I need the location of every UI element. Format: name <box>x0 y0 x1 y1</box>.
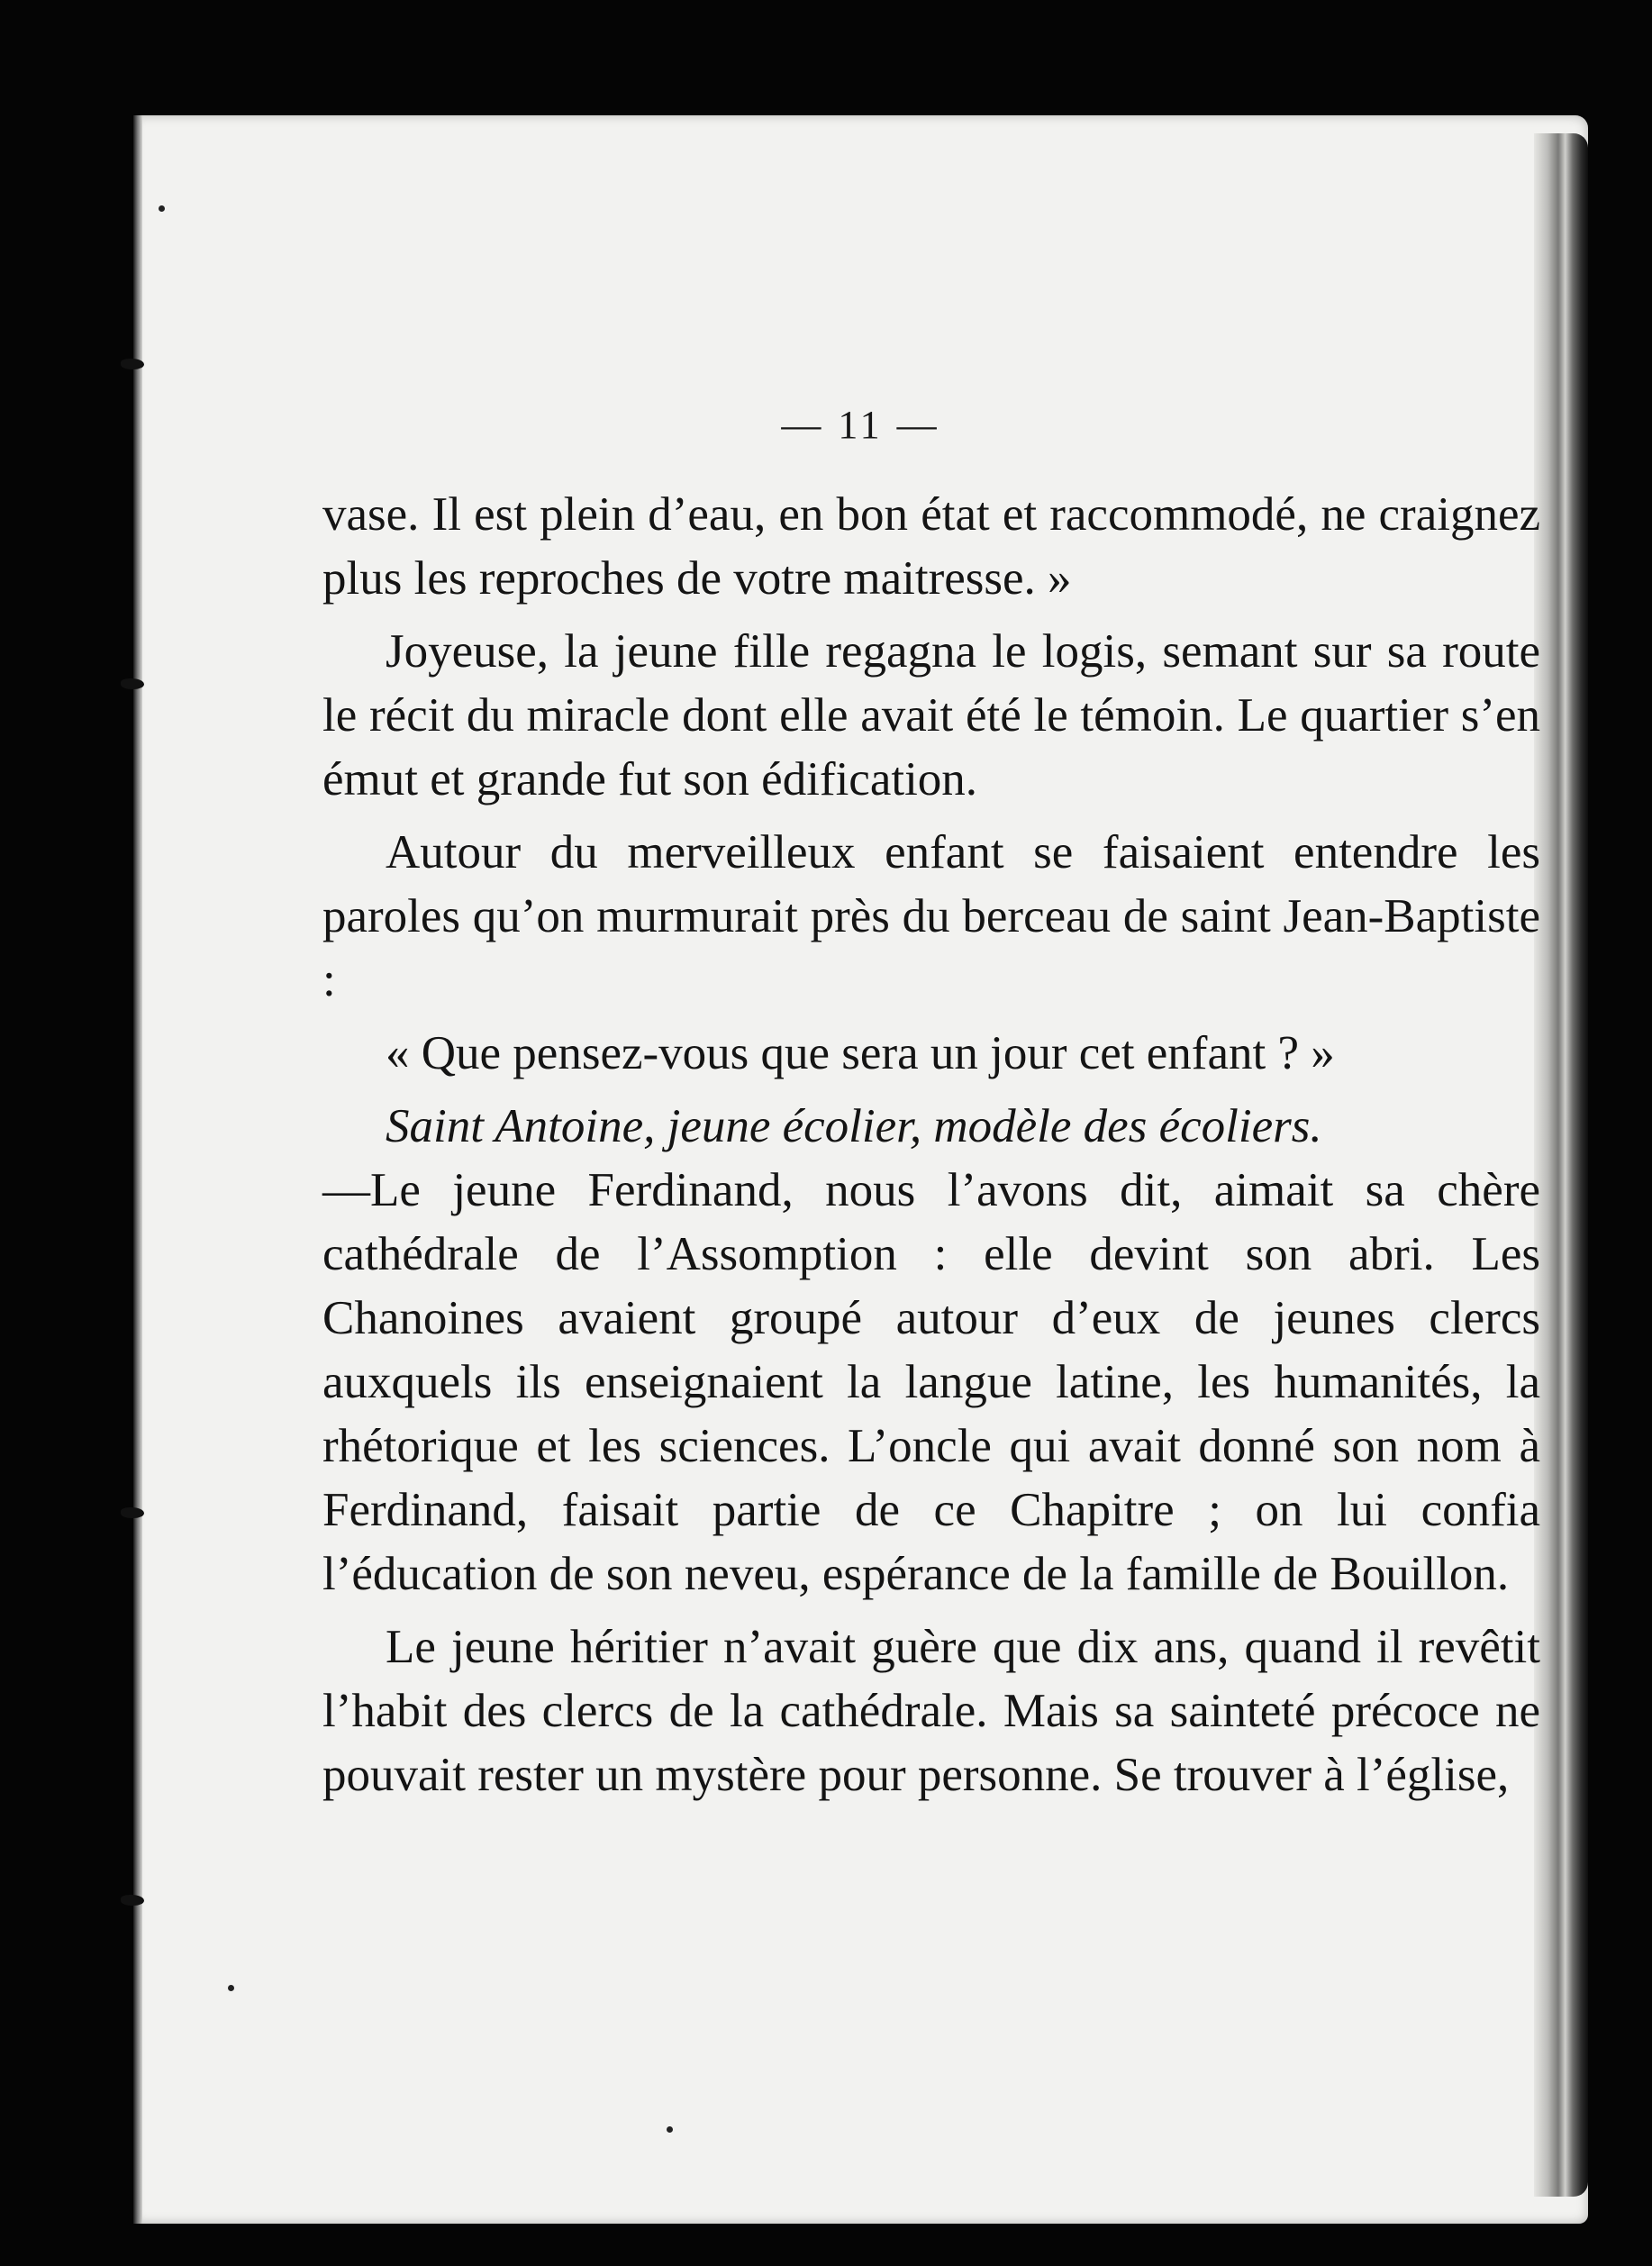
paragraph-2: Joyeuse, la jeune fille regagna le logis, semant sur sa route le récit du miracle dont elle avait été le témoin. Le quartier s’en émut et grande fut son édification. <box>322 625 1540 805</box>
binding-mark <box>121 678 144 689</box>
binding-mark <box>121 359 144 369</box>
binding-mark <box>121 1507 144 1518</box>
paragraph-1: vase. Il est plein d’eau, en bon état et raccommodé, ne craignez plus les reproches de votre maitresse. » <box>322 488 1540 605</box>
section-heading: Saint Antoine, jeune écolier, modèle des écoliers. <box>386 1100 1322 1152</box>
section-paragraph-1-text: —Le jeune Ferdinand, nous l’avons dit, aimait sa chère cathédrale de l’Assomption : elle devint son abri. Les Chanoines avaient groupé autour d’eux de jeunes clercs auxquels ils enseignaient la langue latine, les humanités, la rhétorique et les sciences. L’oncle qui avait donné son nom à Ferdinand, faisait partie de ce Chapitre ; on lui confia l’éducation de son neveu, espérance de la famille de Bouillon. <box>322 1164 1540 1600</box>
scan-speck <box>667 2126 673 2133</box>
body-text <box>322 483 1540 1816</box>
binding-mark <box>121 1895 144 1906</box>
section-paragraph-1 <box>322 1095 1540 1606</box>
scan-speck <box>228 1985 234 1991</box>
page-number: — 11 — <box>781 403 940 447</box>
book-page <box>133 115 1588 2224</box>
scan-speck <box>159 205 165 212</box>
paragraph-3: Autour du merveilleux enfant se faisaient entendre les paroles qu’on murmurait près du berceau de saint Jean-Baptiste : <box>322 826 1540 1006</box>
section-paragraph-2: Le jeune héritier n’avait guère que dix ans, quand il revêtit l’habit des clercs de la cathédrale. Mais sa sainteté précoce ne pouvait rester un mystère pour personne. Se trouver à l’église, <box>322 1621 1540 1801</box>
paragraph-4: « Que pensez-vous que sera un jour cet enfant ? » <box>386 1027 1335 1079</box>
